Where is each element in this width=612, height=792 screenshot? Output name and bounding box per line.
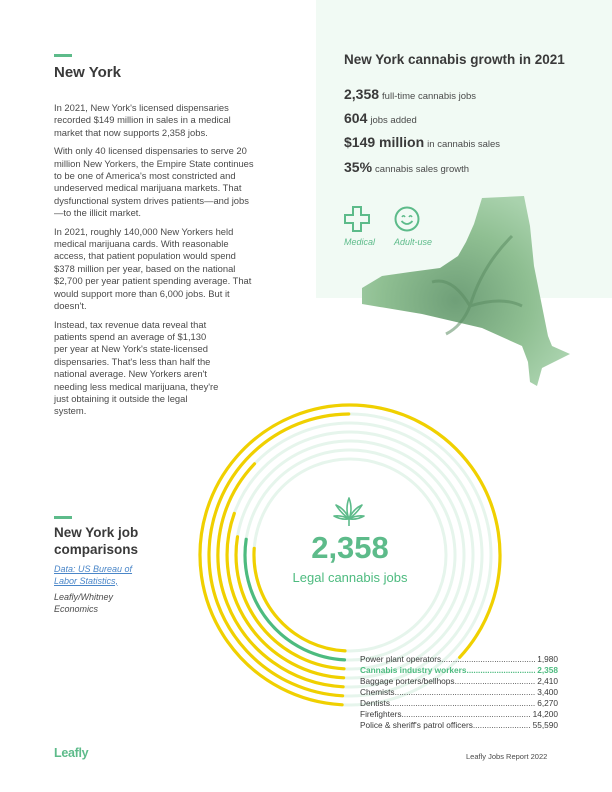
intro-paragraph-4: Instead, tax revenue data reveal that patients spend an average of $1,130 per year at New York's state-licensed dispensaries. That's less than half the national average. New Yorkers aren't needing less medical marijuana, they're just obtaining it outside the legal system. bbox=[54, 318, 219, 417]
comparisons-accent-bar bbox=[54, 516, 72, 519]
stat-sales-growth-label: cannabis sales growth bbox=[375, 164, 470, 175]
comparison-row-cannabis bbox=[360, 665, 558, 675]
comparison-row-chemists bbox=[360, 687, 558, 697]
stat-jobs-added-value: 604 bbox=[344, 110, 368, 126]
stat-jobs-label: full-time cannabis jobs bbox=[382, 91, 477, 102]
comparison-row-power-plant bbox=[360, 654, 558, 664]
comparison-label: Dentists bbox=[360, 698, 390, 708]
comparison-value: 2,410 bbox=[537, 676, 558, 686]
comparison-label: Baggage porters/bellhops bbox=[360, 676, 455, 686]
big-number: 2,358 bbox=[311, 530, 389, 565]
stat-jobs-value: 2,358 bbox=[344, 86, 380, 102]
comparison-row-dentists bbox=[360, 698, 558, 708]
medical-label: Medical bbox=[344, 237, 376, 247]
comparison-label: Power plant operators bbox=[360, 654, 442, 664]
report-name: Leafly Jobs Report 2022 bbox=[466, 752, 548, 761]
source-credit: Leafly/Whitney Economics bbox=[54, 592, 114, 614]
comparison-label: Cannabis industry workers bbox=[360, 665, 467, 675]
comparison-value: 55,590 bbox=[532, 720, 558, 730]
comparison-label: Chemists bbox=[360, 687, 395, 697]
stat-sales-value: $149 million bbox=[344, 134, 425, 150]
comparison-label: Firefighters bbox=[360, 709, 402, 719]
intro-paragraph-1: In 2021, New York's licensed dispensaries recorded $149 million in sales in a medical market that now supports 2,358 jobs. bbox=[54, 102, 231, 138]
growth-title: New York cannabis growth in 2021 bbox=[344, 52, 565, 67]
intro-paragraph-3: In 2021, roughly 140,000 New Yorkers held medical marijuana cards. With reasonable access, that patient population would spend $378 million per year, based on the national $2,700 per year patient spending average. That would support more than 6,000 jobs. But it doesn't. bbox=[54, 225, 252, 312]
comparisons-title: New York job comparisons bbox=[54, 525, 139, 557]
adult-use-label: Adult-use bbox=[394, 237, 433, 247]
intro-paragraph-2: With only 40 licensed dispensaries to serve 20 million New Yorkers, the Empire State continues to be one of America's most constricted and undeserved medical marijuana markets. That dysfunctional system drives patients—and jobs—to the illicit market. bbox=[54, 145, 254, 219]
comparison-value: 1,980 bbox=[537, 654, 558, 664]
source-link[interactable]: Data: US Bureau of Labor Statistics, bbox=[54, 564, 133, 586]
cannabis-leaf-icon bbox=[332, 497, 366, 527]
comparison-value: 2,358 bbox=[537, 665, 558, 675]
leafly-logo: Leafly bbox=[54, 746, 89, 760]
comparison-value: 14,200 bbox=[532, 709, 558, 719]
comparison-value: 6,270 bbox=[537, 698, 558, 708]
stat-sales-label: in cannabis sales bbox=[427, 139, 501, 150]
stat-sales-growth-value: 35% bbox=[344, 159, 373, 175]
page-title: New York bbox=[54, 64, 121, 81]
comparison-value: 3,400 bbox=[537, 687, 558, 697]
comparison-row-baggage bbox=[360, 676, 558, 686]
comparison-row-firefighters bbox=[360, 709, 558, 719]
big-number-label: Legal cannabis jobs bbox=[292, 570, 408, 585]
stat-jobs-added-label: jobs added bbox=[370, 115, 417, 126]
comparison-label: Police & sheriff's patrol officers bbox=[360, 720, 473, 730]
comparison-row-police bbox=[360, 720, 558, 730]
